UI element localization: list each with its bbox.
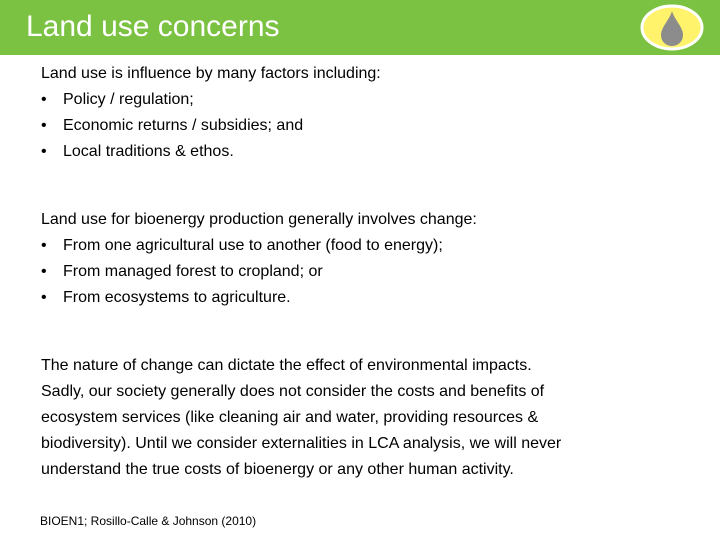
paragraph-line: biodiversity). Until we consider externalities in LCA analysis, we will never [41, 435, 562, 452]
list-item-text: Economic returns / subsidies; and [63, 117, 304, 134]
bullet-marker: • [41, 263, 47, 280]
list-item-text: Local traditions & ethos. [63, 143, 234, 160]
list-item-text: From one agricultural use to another (food to energy); [63, 237, 443, 254]
bullet-marker: • [41, 143, 47, 160]
title-bar [0, 0, 720, 55]
bioenergy-change-section [41, 207, 681, 311]
list-item [41, 259, 681, 285]
list-item [41, 233, 681, 259]
water-drop-icon [640, 4, 704, 51]
factors-section [41, 61, 681, 165]
citation: BIOEN1; Rosillo-Calle & Johnson (2010) [40, 514, 257, 528]
list-item-text: From ecosystems to agriculture. [63, 289, 291, 306]
paragraph-line: understand the true costs of bioenergy or any other human activity. [41, 461, 514, 478]
list-item [41, 87, 681, 113]
list-item-text: Policy / regulation; [63, 91, 194, 108]
paragraph-line: Sadly, our society generally does not consider the costs and benefits of [41, 383, 545, 400]
section-intro: Land use is influence by many factors including: [41, 65, 381, 82]
bullet-marker: • [41, 117, 47, 134]
list-item [41, 139, 681, 165]
bullet-marker: • [41, 289, 47, 306]
conclusion-paragraph [41, 353, 681, 483]
list-item [41, 113, 681, 139]
section-intro: Land use for bioenergy production generally involves change: [41, 211, 477, 228]
paragraph-line: ecosystem services (like cleaning air and water, providing resources & [41, 409, 539, 426]
list-item [41, 285, 681, 311]
slide-title: Land use concerns [26, 10, 280, 43]
list-item-text: From managed forest to cropland; or [63, 263, 323, 280]
paragraph-line: The nature of change can dictate the effect of environmental impacts. [41, 357, 532, 374]
bullet-marker: • [41, 91, 47, 108]
bullet-marker: • [41, 237, 47, 254]
